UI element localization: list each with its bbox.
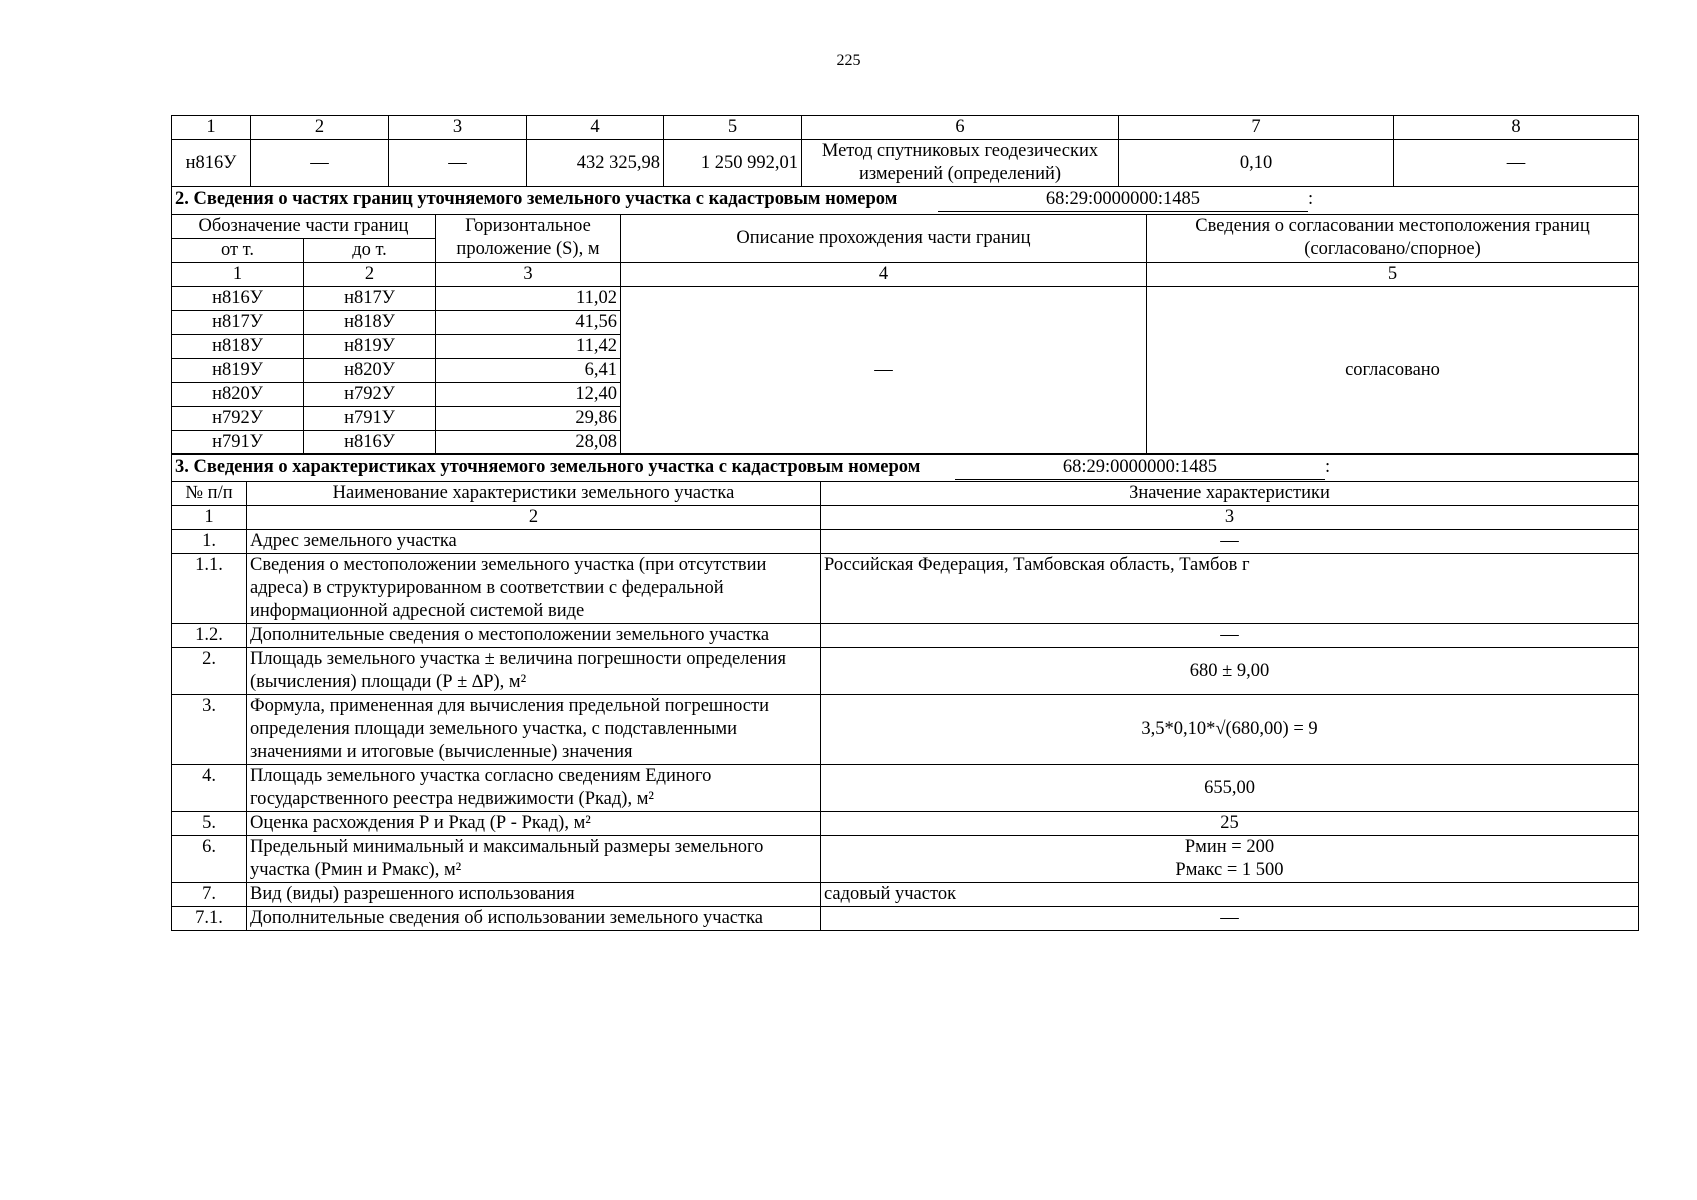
table-row (172, 883, 1639, 907)
from-point: н791У (172, 430, 304, 454)
from-header: от т. (172, 238, 304, 262)
column-number-row (172, 262, 1639, 286)
characteristic-value: садовый участок (821, 883, 1639, 907)
horizontal-length: 28,08 (436, 430, 621, 454)
point-name: н816У (172, 140, 251, 187)
coordinates-table (171, 115, 1639, 187)
table-row (172, 554, 1639, 624)
section-2-title-row (172, 186, 1639, 214)
table-row (172, 648, 1639, 695)
min-size-value: Рмин = 200 (1184, 837, 1275, 857)
colon: : (1324, 456, 1331, 477)
table-row (172, 530, 1639, 554)
col-number: 1 (172, 116, 251, 140)
col-number: 3 (821, 506, 1639, 530)
section-2-title: 2. Сведения о частях границ уточняемого земельного участка с кадастровым номером (175, 189, 898, 209)
col-number: 1 (172, 506, 247, 530)
agreement-header: Сведения о согласовании местоположения границ (согласовано/спорное) (1147, 214, 1639, 262)
boundary-part-header: Обозначение части границ (172, 214, 436, 238)
row-number: 6. (172, 836, 247, 883)
cell-value: — (389, 140, 527, 187)
characteristic-name: Сведения о местоположении земельного участка (при отсутствии адреса) в структурированном в соответствии с федеральной информационной адресной системой виде (247, 554, 821, 624)
from-point: н818У (172, 334, 304, 358)
row-number: 4. (172, 765, 247, 812)
table-row (172, 140, 1639, 187)
characteristic-name: Вид (виды) разрешенного использования (247, 883, 821, 907)
characteristic-value: 680 ± 9,00 (821, 648, 1639, 695)
row-number: 5. (172, 812, 247, 836)
characteristic-name: Дополнительные сведения об использовании земельного участка (247, 907, 821, 931)
section-3-title-row (172, 454, 1639, 482)
to-point: н792У (304, 382, 436, 406)
col-number: 3 (389, 116, 527, 140)
value-header: Значение характеристики (821, 482, 1639, 506)
from-point: н816У (172, 286, 304, 310)
characteristic-value: 25 (821, 812, 1639, 836)
characteristic-name: Адрес земельного участка (247, 530, 821, 554)
to-point: н816У (304, 430, 436, 454)
from-point: н817У (172, 310, 304, 334)
header-row (172, 482, 1639, 506)
cadastral-number: 68:29:0000000:1485 (938, 188, 1308, 212)
coordinate-y: 1 250 992,01 (664, 140, 802, 187)
col-number: 4 (621, 262, 1147, 286)
to-point: н817У (304, 286, 436, 310)
num-header: № п/п (172, 482, 247, 506)
method-cell: Метод спутниковых геодезических измерений (определений) (802, 140, 1119, 187)
horizontal-header: Горизонтальное проложение (S), м (436, 214, 621, 262)
header-row (172, 214, 1639, 238)
col-number: 7 (1119, 116, 1394, 140)
from-point: н819У (172, 358, 304, 382)
table-row (172, 812, 1639, 836)
horizontal-length: 11,42 (436, 334, 621, 358)
cell-value: — (1394, 140, 1639, 187)
to-header: до т. (304, 238, 436, 262)
horizontal-length: 29,86 (436, 406, 621, 430)
horizontal-length: 11,02 (436, 286, 621, 310)
to-point: н818У (304, 310, 436, 334)
max-size-value: Рмакс = 1 500 (1175, 860, 1284, 880)
col-number: 1 (172, 262, 304, 286)
to-point: н819У (304, 334, 436, 358)
characteristic-name: Формула, примененная для вычисления предельной погрешности определения площади земельного участка, с подставленными значениями и итоговые (вычисленные) значения (247, 695, 821, 765)
col-number: 3 (436, 262, 621, 286)
table-row (172, 286, 1639, 310)
document (171, 115, 1638, 931)
col-number: 5 (664, 116, 802, 140)
table-row (172, 695, 1639, 765)
section-3-title: 3. Сведения о характеристиках уточняемого земельного участка с кадастровым номером (175, 456, 921, 477)
page-number: 225 (836, 52, 861, 69)
col-number: 2 (304, 262, 436, 286)
coordinate-x: 432 325,98 (527, 140, 664, 187)
row-number: 7. (172, 883, 247, 907)
characteristic-value-pair (821, 836, 1639, 883)
characteristic-value: — (821, 624, 1639, 648)
table-row (172, 765, 1639, 812)
horizontal-length: 12,40 (436, 382, 621, 406)
characteristic-name: Площадь земельного участка согласно сведениям Единого государственного реестра недвижимости (Ркад), м² (247, 765, 821, 812)
col-number: 8 (1394, 116, 1639, 140)
col-number: 4 (527, 116, 664, 140)
name-header: Наименование характеристики земельного участка (247, 482, 821, 506)
characteristic-value: 655,00 (821, 765, 1639, 812)
row-number: 2. (172, 648, 247, 695)
col-number: 2 (247, 506, 821, 530)
table-row (172, 624, 1639, 648)
characteristic-value: 3,5*0,10*√(680,00) = 9 (821, 695, 1639, 765)
boundary-parts-table (171, 186, 1639, 455)
row-number: 1. (172, 530, 247, 554)
characteristic-value: Российская Федерация, Тамбовская область, Тамбов г (821, 554, 1639, 624)
column-number-row (172, 506, 1639, 530)
characteristic-name: Дополнительные сведения о местоположении земельного участка (247, 624, 821, 648)
table-row (172, 836, 1639, 883)
description-value: — (621, 286, 1147, 454)
from-point: н792У (172, 406, 304, 430)
cadastral-number: 68:29:0000000:1485 (955, 456, 1325, 480)
characteristics-table (171, 453, 1639, 931)
horizontal-length: 41,56 (436, 310, 621, 334)
characteristic-value: — (821, 907, 1639, 931)
table-row (172, 907, 1639, 931)
horizontal-length: 6,41 (436, 358, 621, 382)
col-number: 6 (802, 116, 1119, 140)
agreement-value: согласовано (1147, 286, 1639, 454)
to-point: н791У (304, 406, 436, 430)
row-number: 7.1. (172, 907, 247, 931)
row-number: 1.2. (172, 624, 247, 648)
column-number-row (172, 116, 1639, 140)
characteristic-name: Оценка расхождения Р и Ркад (Р - Ркад), м² (247, 812, 821, 836)
col-number: 2 (251, 116, 389, 140)
row-number: 3. (172, 695, 247, 765)
colon: : (1307, 189, 1314, 209)
characteristic-name: Площадь земельного участка ± величина погрешности определения (вычисления) площади (Р ± ∆Р), м² (247, 648, 821, 695)
to-point: н820У (304, 358, 436, 382)
from-point: н820У (172, 382, 304, 406)
characteristic-value: — (821, 530, 1639, 554)
description-header: Описание прохождения части границ (621, 214, 1147, 262)
accuracy-cell: 0,10 (1119, 140, 1394, 187)
characteristic-name: Предельный минимальный и максимальный размеры земельного участка (Рмин и Рмакс), м² (247, 836, 821, 883)
cell-value: — (251, 140, 389, 187)
row-number: 1.1. (172, 554, 247, 624)
col-number: 5 (1147, 262, 1639, 286)
